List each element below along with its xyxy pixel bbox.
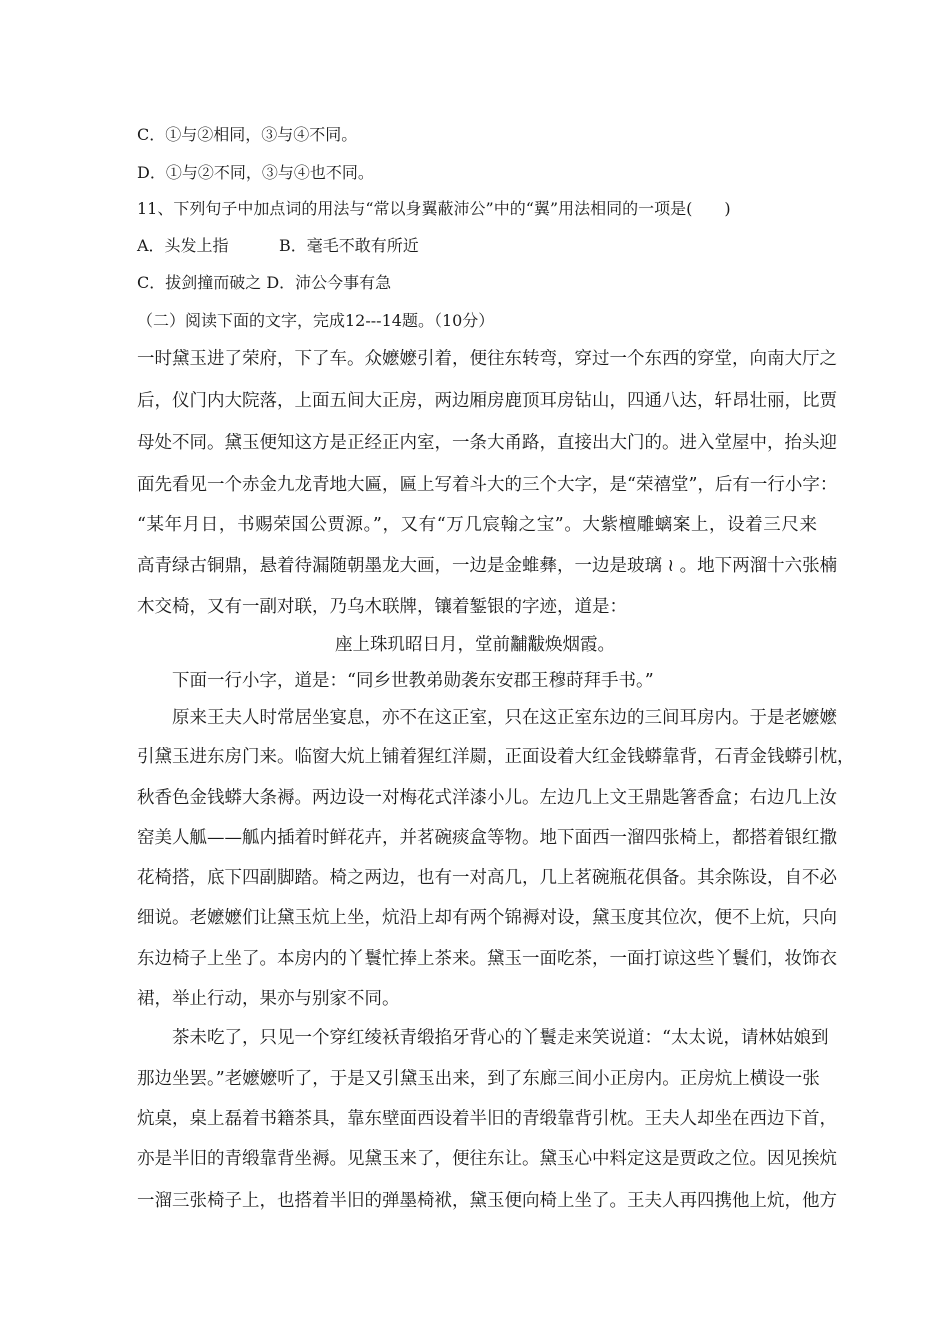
passage-line: 细说。老嬷嬷们让黛玉炕上坐，炕沿上却有两个锦褥对设，黛玉度其位次，便不上炕，只向 [137,908,837,928]
passage-line: 下面一行小字，道是：“同乡世教弟勋袭东安郡王穆莳拜手书。” [172,671,654,691]
passage-line: 窑美人觚——觚内插着时鲜花卉，并茗碗痰盒等物。地下面西一溜四张椅上，都搭着银红撒 [137,828,837,848]
passage-line: 后，仪门内大院落，上面五间大正房，两边厢房鹿顶耳房钻山，四通八达，轩昂壮丽，比贾 [137,391,837,411]
passage-line: 裙，举止行动，果亦与别家不同。 [137,989,400,1009]
passage-line: 原来王夫人时常居坐宴息，亦不在这正室，只在这正室东边的三间耳房内。于是老嬷嬷 [172,708,837,728]
q10-option-c: C．①与②相同，③与④不同。 [137,125,358,144]
passage-line: 一溜三张椅子上，也搭着半旧的弹墨椅袱，黛玉便向椅上坐了。王夫人再四携他上炕，他方 [137,1191,837,1211]
passage-line: 高青绿古铜鼎，悬着待漏随朝墨龙大画，一边是金蜼彝，一边是玻璃 ≀ 。地下两溜十六张楠 [137,556,838,576]
passage-line: 那边坐罢。”老嬷嬷听了，于是又引黛玉出来，到了东廊三间小正房内。正房炕上横设一张 [137,1069,820,1089]
q11-option-b: B．毫毛不敢有所近 [279,236,419,255]
q11-stem: 11、下列句子中加点词的用法与“常以身翼蔽沛公”中的“翼”用法相同的一项是( ) [137,199,731,218]
couplet: 座上珠玑昭日月，堂前黼黻焕烟霞。 [335,635,615,655]
q11-option-a: A．头发上指 [137,236,229,255]
passage-line: 引黛玉进东房门来。临窗大炕上铺着猩红洋罽，正面设着大红金钱蟒靠背，石青金钱蟒引枕， [137,747,855,767]
q10-option-d: D．①与②不同，③与④也不同。 [137,163,374,182]
q11-option-cd: C．拔剑撞而破之 D．沛公今事有急 [137,273,392,292]
passage-line: 东边椅子上坐了。本房内的丫鬟忙捧上茶来。黛玉一面吃茶，一面打谅这些丫鬟们，妆饰衣 [137,949,837,969]
passage-line: 面先看见一个赤金九龙青地大匾，匾上写着斗大的三个大字，是“荣禧堂”，后有一行小字： [137,475,838,495]
passage-line: 木交椅，又有一副对联，乃乌木联牌，镶着錾银的字迹，道是： [137,597,627,617]
passage-line: 花椅搭，底下四副脚踏。椅之两边，也有一对高几，几上茗碗瓶花俱备。其余陈设，自不必 [137,868,837,888]
passage-line: 亦是半旧的青缎靠背坐褥。见黛玉来了，便往东让。黛玉心中料定这是贾政之位。因见挨炕 [137,1149,837,1169]
passage-line: 茶未吃了，只见一个穿红绫袄青缎掐牙背心的丫鬟走来笑说道：“太太说，请林姑娘到 [172,1028,829,1048]
passage-line: 秋香色金钱蟒大条褥。两边设一对梅花式洋漆小儿。左边几上文王鼎匙箸香盒；右边几上汝 [137,788,837,808]
section-heading: （二）阅读下面的文字，完成12---14题。（10分） [137,311,495,330]
passage-line: 一时黛玉进了荣府，下了车。众嬷嬷引着，便往东转弯，穿过一个东西的穿堂，向南大厅之 [137,349,837,369]
passage-line: “某年月日，书赐荣国公贾源。”，又有“万几宸翰之宝”。大紫檀雕螭案上，设着三尺来 [137,515,817,535]
passage-line: 母处不同。黛玉便知这方是正经正内室，一条大甬路，直接出大门的。进入堂屋中，抬头迎 [137,433,837,453]
passage-line: 炕桌，桌上磊着书籍茶具，靠东壁面西设着半旧的青缎靠背引枕。王夫人却坐在西边下首， [137,1109,837,1129]
